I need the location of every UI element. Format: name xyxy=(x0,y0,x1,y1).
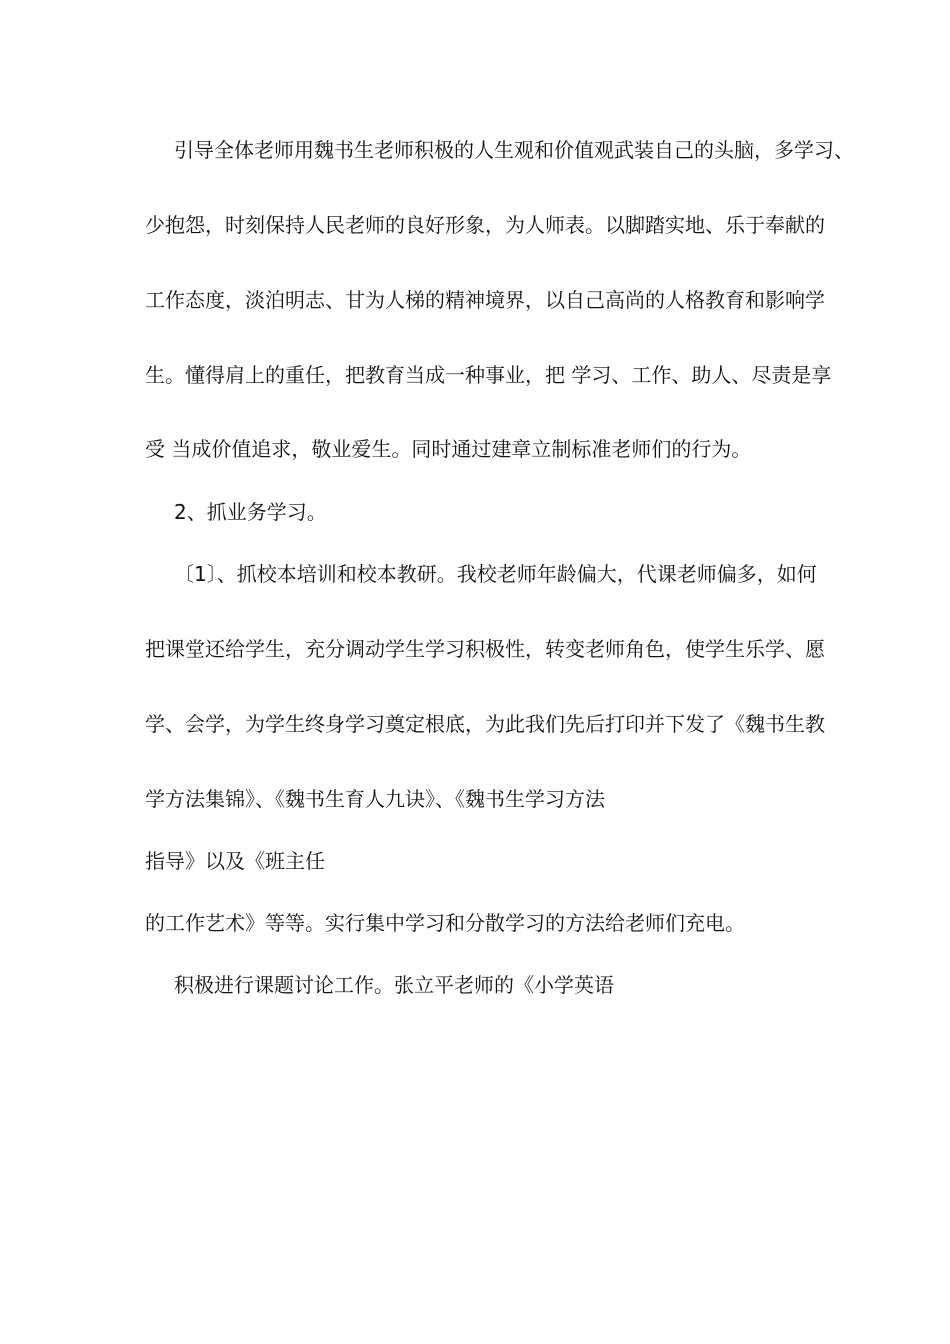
paragraph-line: 学方法集锦》、《魏书生育人九诀》、《魏书生学习方法 xyxy=(145,787,605,811)
paragraph-line: 生。懂得肩上的重任，把教育当成一种事业，把 学习、工作、助人、尽责是享 xyxy=(145,363,832,387)
paragraph-line: 〔1〕、抓校本培训和校本教研。我校老师年龄偏大，代课老师偏多，如何 xyxy=(174,562,817,586)
paragraph-line: 的工作艺术》等等。实行集中学习和分散学习的方法给老师们充电。 xyxy=(145,911,745,935)
paragraph-line: 学、会学，为学生终身学习奠定根底，为此我们先后打印并下发了《魏书生教 xyxy=(145,712,825,736)
section-heading: 2、抓业务学习。 xyxy=(174,500,327,524)
paragraph-line: 把课堂还给学生，充分调动学生学习积极性，转变老师角色，使学生乐学、愿 xyxy=(145,637,825,661)
paragraph-line: 工作态度，淡泊明志、甘为人梯的精神境界，以自己高尚的人格教育和影响学 xyxy=(145,288,825,312)
paragraph-line: 积极进行课题讨论工作。张立平老师的《小学英语 xyxy=(174,973,614,997)
paragraph-line: 少抱怨，时刻保持人民老师的良好形象，为人师表。以脚踏实地、乐于奉献的 xyxy=(145,213,825,237)
paragraph-line: 受 当成价值追求，敬业爱生。同时通过建章立制标准老师们的行为。 xyxy=(145,437,752,461)
paragraph-line: 引导全体老师用魏书生老师积极的人生观和价值观武装自己的头脑，多学习、 xyxy=(174,138,854,162)
paragraph-line: 指导》以及《班主任 xyxy=(145,849,325,873)
